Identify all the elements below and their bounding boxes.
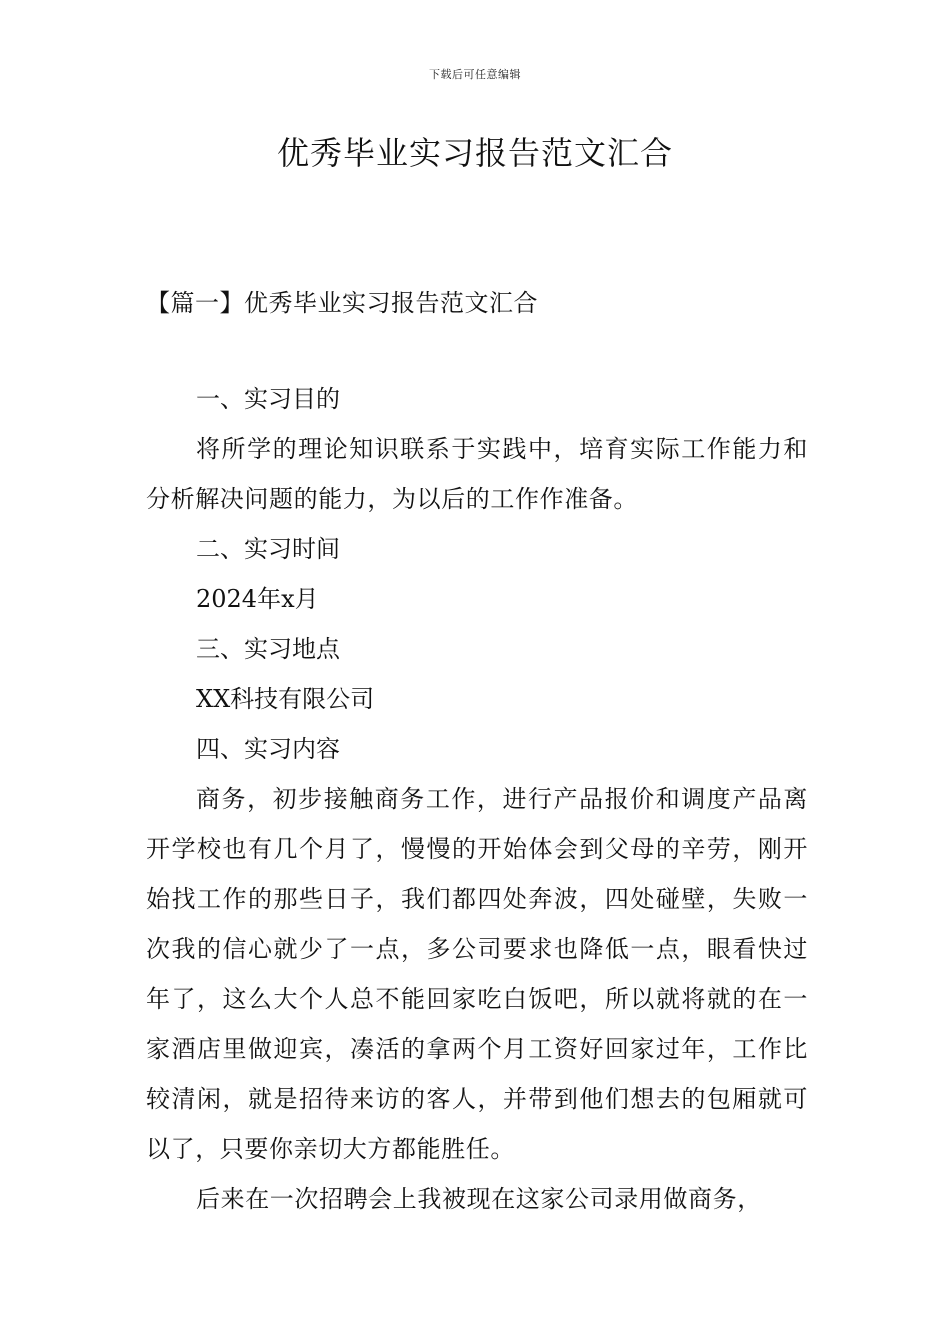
heading-location: 三、实习地点 xyxy=(196,635,340,663)
heading-time: 二、实习时间 xyxy=(196,535,340,563)
paragraph-content: 商务，初步接触商务工作，进行产品报价和调度产品离开学校也有几个月了，慢慢的开始体会到父母的辛劳，刚开始找工作的那些日子，我们都四处奔波，四处碰壁，失败一次我的信心就少了一点，多公司要求也降低一点，眼看快过年了，这么大个人总不能回家吃白饭吧，所以就将就的在一家酒店里做迎宾，凑活的拿两个月工资好回家过年，工作比较清闲，就是招待来访的客人，并带到他们想去的包厢就可以了，只要你亲切大方都能胜任。 xyxy=(146,785,808,1163)
document-body xyxy=(146,374,808,1224)
heading-purpose: 一、实习目的 xyxy=(196,385,340,413)
section-heading: 【篇一】优秀毕业实习报告范文汇合 xyxy=(146,289,538,317)
paragraph-continued: 后来在一次招聘会上我被现在这家公司录用做商务， xyxy=(196,1185,762,1213)
document-title: 优秀毕业实习报告范文汇合 xyxy=(276,134,673,172)
paragraph-location: XX科技有限公司 xyxy=(196,685,375,713)
header-note: 下载后可任意编辑 xyxy=(429,68,521,81)
paragraph-purpose: 将所学的理论知识联系于实践中，培育实际工作能力和分析解决问题的能力，为以后的工作作准备。 xyxy=(146,435,808,513)
heading-content: 四、实习内容 xyxy=(196,735,340,763)
paragraph-time: 2024年x月 xyxy=(196,585,319,613)
